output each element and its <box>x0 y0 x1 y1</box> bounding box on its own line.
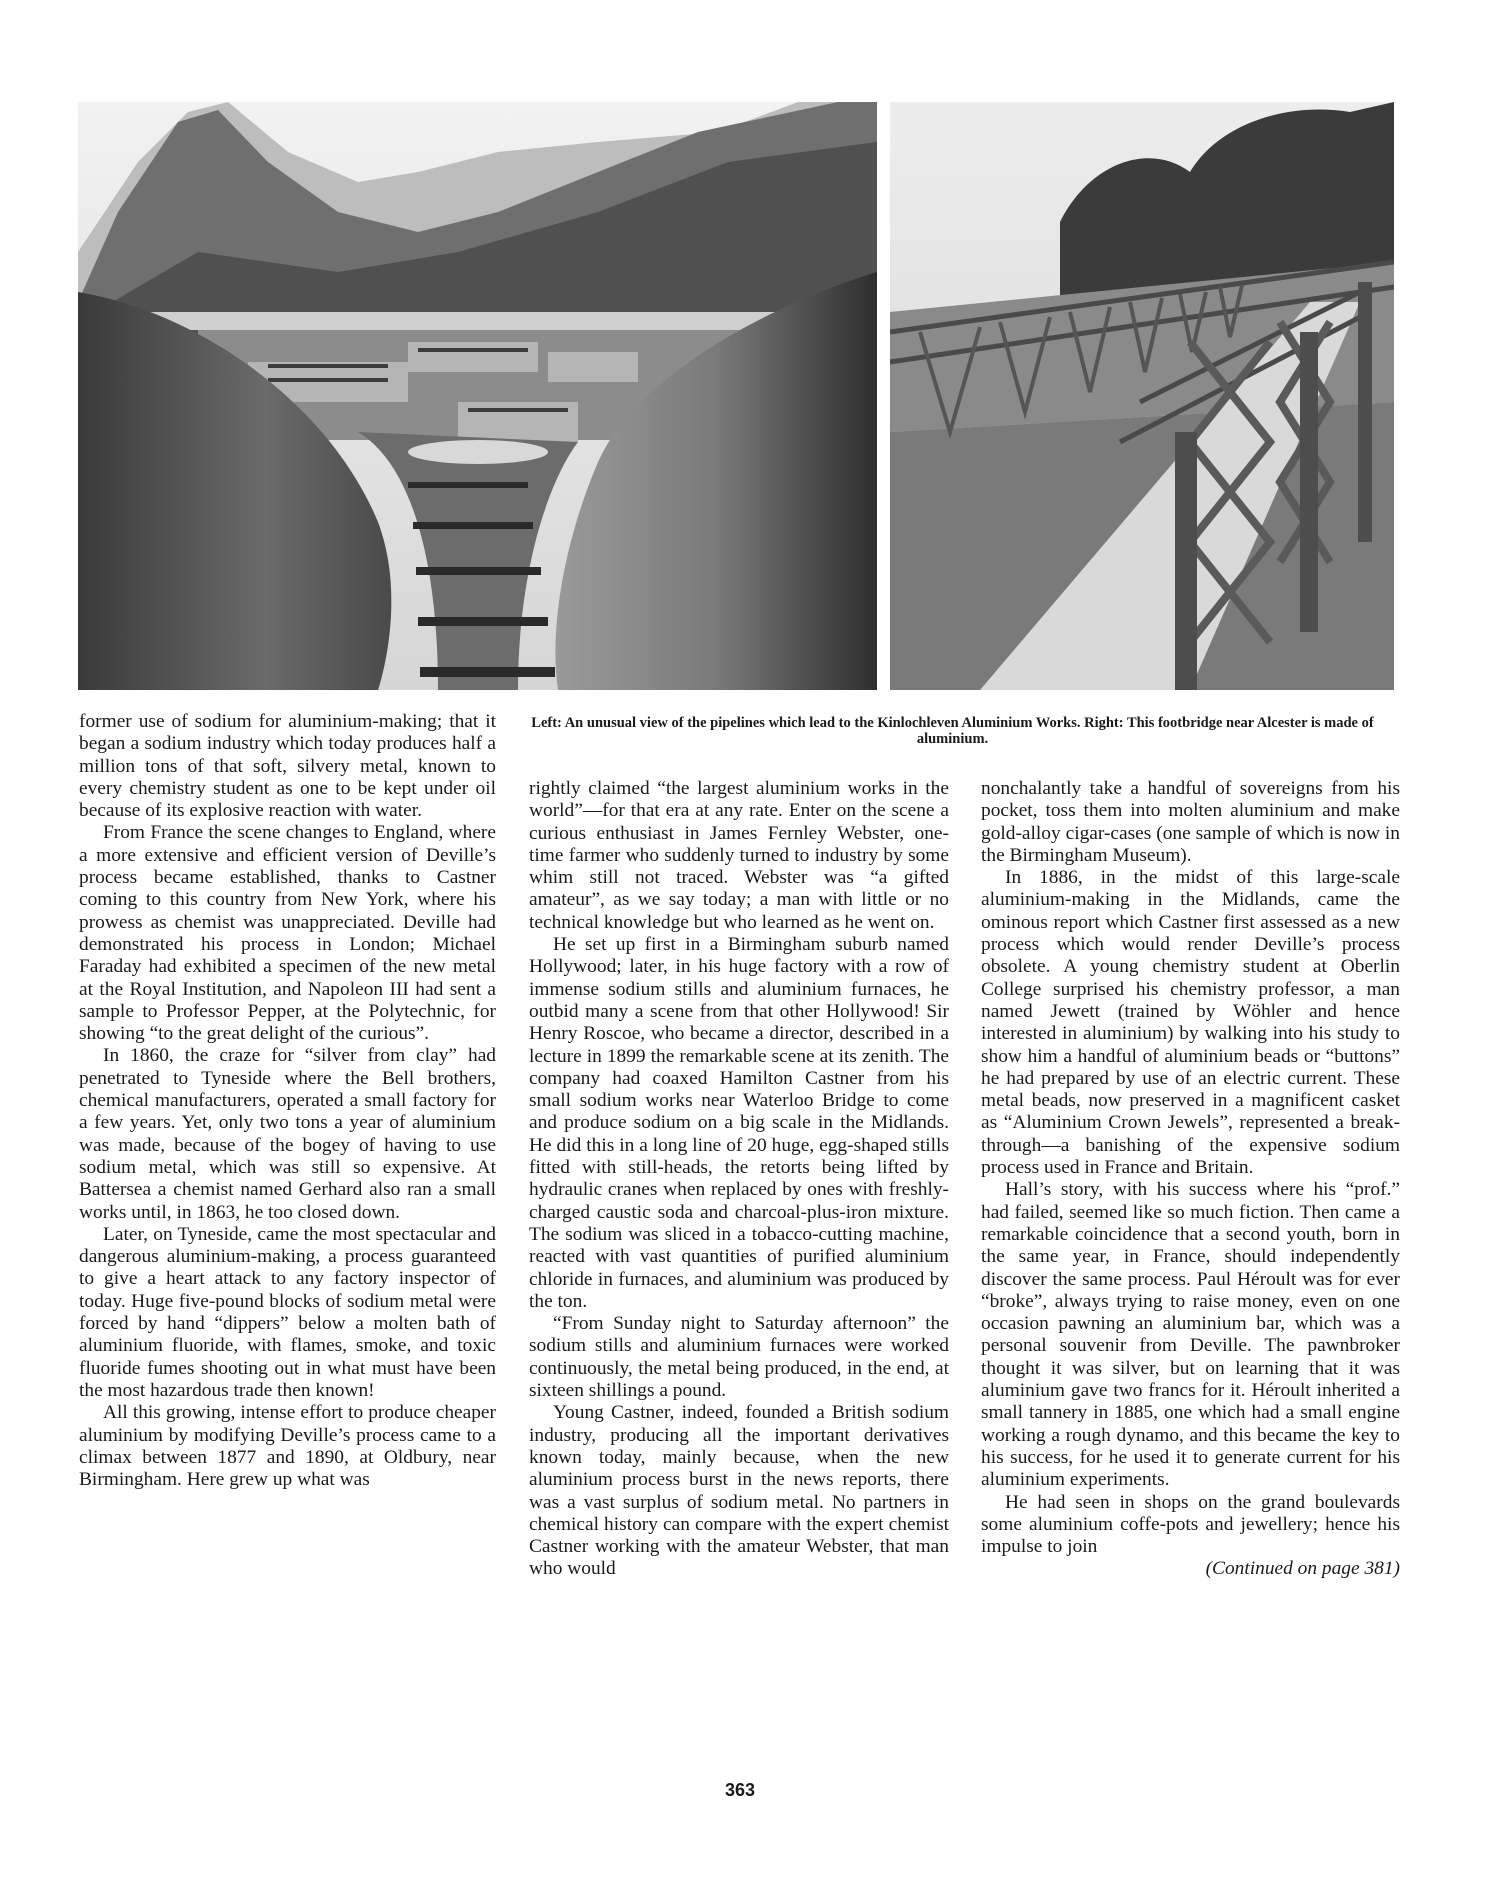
paragraph: In 1886, in the midst of this large-scale aluminium-making in the Midlands, came the ominous report which Castner first assessed as a new process which would render Deville’s process obsolete. A young chemistry student at Oberlin College surprised his chemistry professor, a man named Jewett (trained by Wöhler and hence interested in aluminium) by walking into his study to show him a handful of aluminium beads or “buttons” he had prepared by use of an electric current. These metal beads, now preserved in a magnificent casket as “Aluminium Crown Jewels”, represented a break-through—a banishing of the expensive sodium process used in France and Britain. <box>981 867 1400 1179</box>
article-column-1 <box>79 711 496 1491</box>
paragraph: Hall’s story, with his success where his “prof.” had failed, seemed like so much fiction. Then came a remarkable coincidence that a second youth, born in the same year, in France, should independently discover the same process. Paul Héroult was for ever “broke”, always trying to raise money, even on one occasion pawning an aluminium bar, which was a personal souvenir from Deville. The pawnbroker thought it was silver, but on learning that it was aluminium gave two francs for it. Héroult inherited a small tannery in 1885, one which had a small engine working a rough dynamo, and this became the key to his success, for he used it to generate current for his aluminium experiments. <box>981 1179 1400 1491</box>
paragraph: He had seen in shops on the grand boulevards some aluminium coffe-pots and jewellery; hence his impulse to join <box>981 1491 1400 1558</box>
page-number: 363 <box>724 1780 756 1800</box>
paragraph: rightly claimed “the largest aluminium works in the world”—for that era at any rate. Enter on the scene a curious enthusiast in James Fernley Webster, one-time farmer who suddenly turned to industry by some whim still not traced. Webster was “a gifted amateur”, as we say today; a man with little or no technical knowledge but who learned as he went on. <box>529 778 949 933</box>
paragraph: All this growing, intense effort to produce cheaper aluminium by modifying Deville’s process came to a climax between 1877 and 1890, at Oldbury, near Birmingham. Here grew up what was <box>79 1402 496 1491</box>
footbridge-photo <box>890 102 1394 690</box>
article-column-3 <box>981 778 1400 1581</box>
paragraph: Young Castner, indeed, founded a British sodium industry, producing all the important derivatives known today, mainly because, when the new aluminium process burst in the news reports, there was a vast surplus of sodium metal. No partners in chemical history can compare with the expert chemist Castner working with the amateur Webster, that man who would <box>529 1402 949 1580</box>
paragraph: In 1860, the craze for “silver from clay” had penetrated to Tyneside where the Bell brothers, chemical manufacturers, operated a small factory for a few years. Yet, only two tons a year of aluminium was made, because of the bogey of having to use sodium metal, which was still so expensive. At Battersea a chemist named Gerhard also ran a small works until, in 1863, he too closed down. <box>79 1045 496 1223</box>
figure-caption: Left: An unusual view of the pipelines which lead to the Kinlochleven Aluminium Works. Right: This footbridge near Alcester is made of aluminium. <box>531 715 1374 747</box>
article-column-2 <box>529 778 949 1581</box>
paragraph: From France the scene changes to England, where a more extensive and efficient version of Deville’s process became established, thanks to Castner coming to this country from New York, where his prowess as chemist was unappreciated. Deville had demonstrated his process in London; Michael Faraday had exhibited a specimen of the new metal at the Royal Institution, and Napoleon III had sent a sample to Professor Pepper, at the Polytechnic, for showing “to the great delight of the curious”. <box>79 822 496 1045</box>
paragraph: “From Sunday night to Saturday afternoon” the sodium stills and aluminium furnaces were worked continuously, the metal being produced, in the end, at sixteen shillings a pound. <box>529 1313 949 1402</box>
paragraph: former use of sodium for aluminium-making; that it began a sodium industry which today produces half a million tons of that soft, silvery metal, known to every chemistry student as one to be kept under oil because of its explosive reaction with water. <box>79 711 496 822</box>
continued-note: (Continued on page 381) <box>1205 1558 1400 1580</box>
footbridge-photo-icon <box>890 102 1394 690</box>
paragraph: Later, on Tyneside, came the most spectacular and dangerous aluminium-making, a process guaranteed to give a heart attack to any factory inspector of today. Huge five-pound blocks of sodium metal were forced by hand “dippers” below a molten bath of aluminium fluoride, with flames, smoke, and toxic fluoride fumes shooting out in what must have been the most hazardous trade then known! <box>79 1223 496 1401</box>
pipelines-photo <box>78 102 877 690</box>
pipelines-photo-icon <box>78 102 877 690</box>
paragraph: He set up first in a Birmingham suburb named Hollywood; later, in his huge factory with a row of immense sodium stills and aluminium furnaces, he outbid many a scene from that other Hollywood! Sir Henry Roscoe, who became a director, described in a lecture in 1899 the remarkable scene at its zenith. The company had coaxed Hamilton Castner from his small sodium works near Waterloo Bridge to come and produce sodium on a big scale in the Midlands. He did this in a long line of 20 huge, egg-shaped stills fitted with still-heads, the retorts being lifted by hydraulic cranes when replaced by ones with freshly-charged caustic soda and charcoal-plus-iron mixture. The sodium was sliced in a tobacco-cutting machine, reacted with vast quantities of purified aluminium chloride in furnaces, and aluminium was produced by the ton. <box>529 934 949 1312</box>
paragraph: nonchalantly take a handful of sovereigns from his pocket, toss them into molten aluminium and make gold-alloy cigar-cases (one sample of which is now in the Birmingham Museum). <box>981 778 1400 866</box>
